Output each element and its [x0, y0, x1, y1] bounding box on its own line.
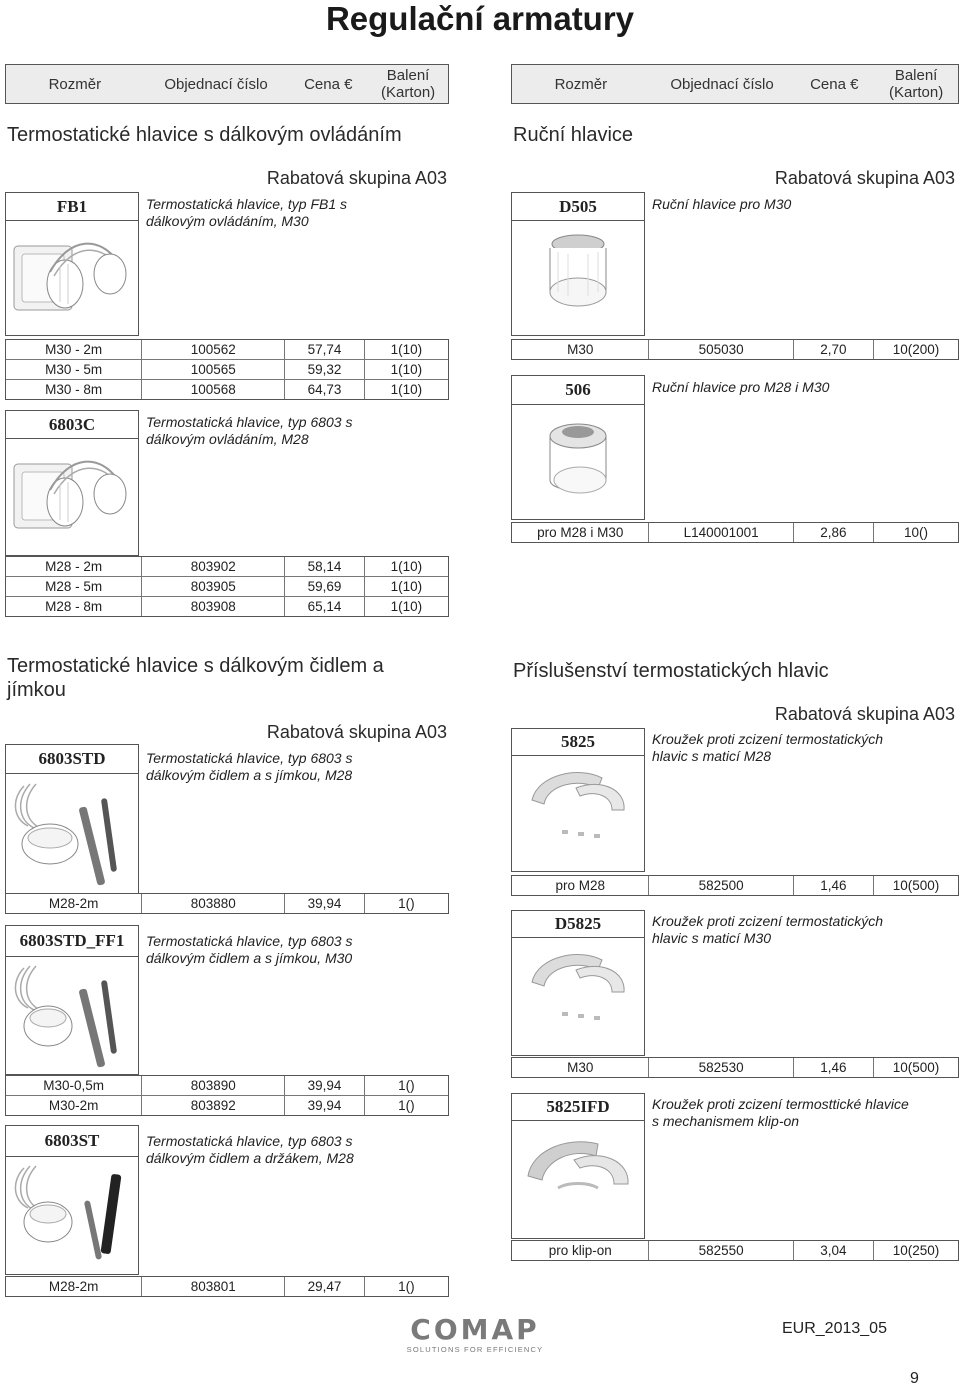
table-row: M28-2m 803801 29,47 1(): [6, 1277, 448, 1296]
table-row: M30-0,5m 803890 39,94 1(): [6, 1076, 448, 1095]
price-table-fb1: [5, 339, 449, 400]
right-column-header: [511, 64, 959, 104]
discount-group-label: Rabatová skupina A03: [266, 722, 447, 742]
product-code-fb1: FB1: [5, 192, 139, 221]
section-title-remote-heads: Termostatické hlavice s dálkovým ovládáním: [7, 124, 402, 146]
product-code-6803std: 6803STD: [5, 744, 139, 774]
anti-theft-ring-image: [518, 1126, 638, 1232]
product-code-d5825: D5825: [511, 910, 645, 938]
price-table-6803std: [5, 893, 449, 914]
sensor-head-image: [10, 778, 134, 888]
product-desc-6803st: Termostatická hlavice, typ 6803 s dálkovým čidlem a držákem, M28: [146, 1133, 354, 1166]
section-title-accessories: Příslušenství termostatických hlavic: [513, 660, 829, 682]
table-row: M28 - 5m 803905 59,69 1(10): [6, 576, 448, 596]
table-row: M30 582530 1,46 10(500): [512, 1058, 958, 1077]
product-code-6803std-ff1: 6803STD_FF1: [5, 925, 139, 957]
manual-head-image: [520, 410, 636, 516]
price-table-5825: [511, 875, 959, 896]
product-desc-d505: Ruční hlavice pro M30: [652, 196, 792, 212]
product-desc-fb1: Termostatická hlavice, typ FB1 s dálkovým ovládáním, M30: [146, 196, 348, 229]
product-code-5825: 5825: [511, 728, 645, 756]
table-row: pro klip-on 582550 3,04 10(250): [512, 1241, 958, 1260]
price-table-5825ifd: [511, 1240, 959, 1261]
header-pack: Balení (Karton): [889, 67, 944, 101]
page-title: Regulační armatury: [325, 0, 635, 37]
section-title-manual-heads: Ruční hlavice: [513, 124, 634, 146]
anti-theft-ring-image: [518, 760, 638, 866]
table-row: M28 - 2m 803902 58,14 1(10): [6, 557, 448, 576]
product-code-506: 506: [511, 375, 645, 405]
product-desc-5825: Kroužek proti zcizení termostatických hlavic s maticí M28: [652, 731, 884, 764]
price-table-506: [511, 522, 959, 543]
manual-head-image: [520, 226, 636, 332]
table-row: M28 - 8m 803908 65,14 1(10): [6, 596, 448, 616]
remote-thermostatic-head-image: [10, 226, 134, 332]
product-desc-6803c: Termostatická hlavice, typ 6803 s dálkovým ovládáním, M28: [146, 414, 353, 447]
table-row: pro M28 i M30 L140001001 2,86 10(): [512, 523, 958, 542]
discount-group-label: Rabatová skupina A03: [774, 168, 955, 188]
header-size: Rozměr: [554, 75, 608, 93]
document-code: EUR_2013_05: [782, 1320, 887, 1337]
header-price: Cena €: [304, 75, 353, 93]
table-row: pro M28 582500 1,46 10(500): [512, 876, 958, 895]
comap-logo: COMAP SOLUTIONS FOR EFFICIENCY: [406, 1313, 544, 1354]
discount-group-label: Rabatová skupina A03: [774, 704, 955, 724]
price-table-d5825: [511, 1057, 959, 1078]
table-row: M30 505030 2,70 10(200): [512, 340, 958, 359]
anti-theft-ring-image: [518, 942, 638, 1048]
header-pack: Balení (Karton): [380, 67, 436, 101]
discount-group-label: Rabatová skupina A03: [266, 168, 447, 188]
table-row: M30 - 5m 100565 59,32 1(10): [6, 359, 448, 379]
header-size: Rozměr: [48, 75, 102, 93]
product-desc-d5825: Kroužek proti zcizení termostatických hlavic s maticí M30: [652, 913, 884, 946]
product-code-6803c: 6803C: [5, 410, 139, 439]
table-row: M28-2m 803880 39,94 1(): [6, 894, 448, 913]
product-code-6803st: 6803ST: [5, 1125, 139, 1157]
page-number: 9: [910, 1370, 919, 1387]
table-row: M30 - 8m 100568 64,73 1(10): [6, 379, 448, 399]
left-column-header: [5, 64, 449, 104]
header-order-no: Objednací číslo: [670, 75, 774, 93]
price-table-d505: [511, 339, 959, 360]
price-table-6803st: [5, 1276, 449, 1297]
price-table-6803std-ff1: [5, 1075, 449, 1116]
product-desc-506: Ruční hlavice pro M28 i M30: [652, 379, 830, 395]
section-title-sensor-heads: Termostatické hlavice s dálkovým čidlem a jímkou: [7, 655, 384, 701]
header-order-no: Objednací číslo: [164, 75, 268, 93]
table-row: M30-2m 803892 39,94 1(): [6, 1095, 448, 1115]
product-desc-6803std-ff1: Termostatická hlavice, typ 6803 s dálkovým čidlem a s jímkou, M30: [146, 933, 353, 966]
header-price: Cena €: [810, 75, 859, 93]
product-desc-5825ifd: Kroužek proti zcizení termosttické hlavice s mechanismem klip-on: [652, 1096, 909, 1129]
product-desc-6803std: Termostatická hlavice, typ 6803 s dálkovým čidlem a s jímkou, M28: [146, 750, 353, 783]
remote-thermostatic-head-image: [10, 444, 134, 550]
product-code-5825ifd: 5825IFD: [511, 1093, 645, 1121]
sensor-head-image: [10, 960, 134, 1070]
price-table-6803c: [5, 556, 449, 617]
table-row: M30 - 2m 100562 57,74 1(10): [6, 340, 448, 359]
sensor-head-image: [10, 1160, 134, 1270]
product-code-d505: D505: [511, 192, 645, 221]
